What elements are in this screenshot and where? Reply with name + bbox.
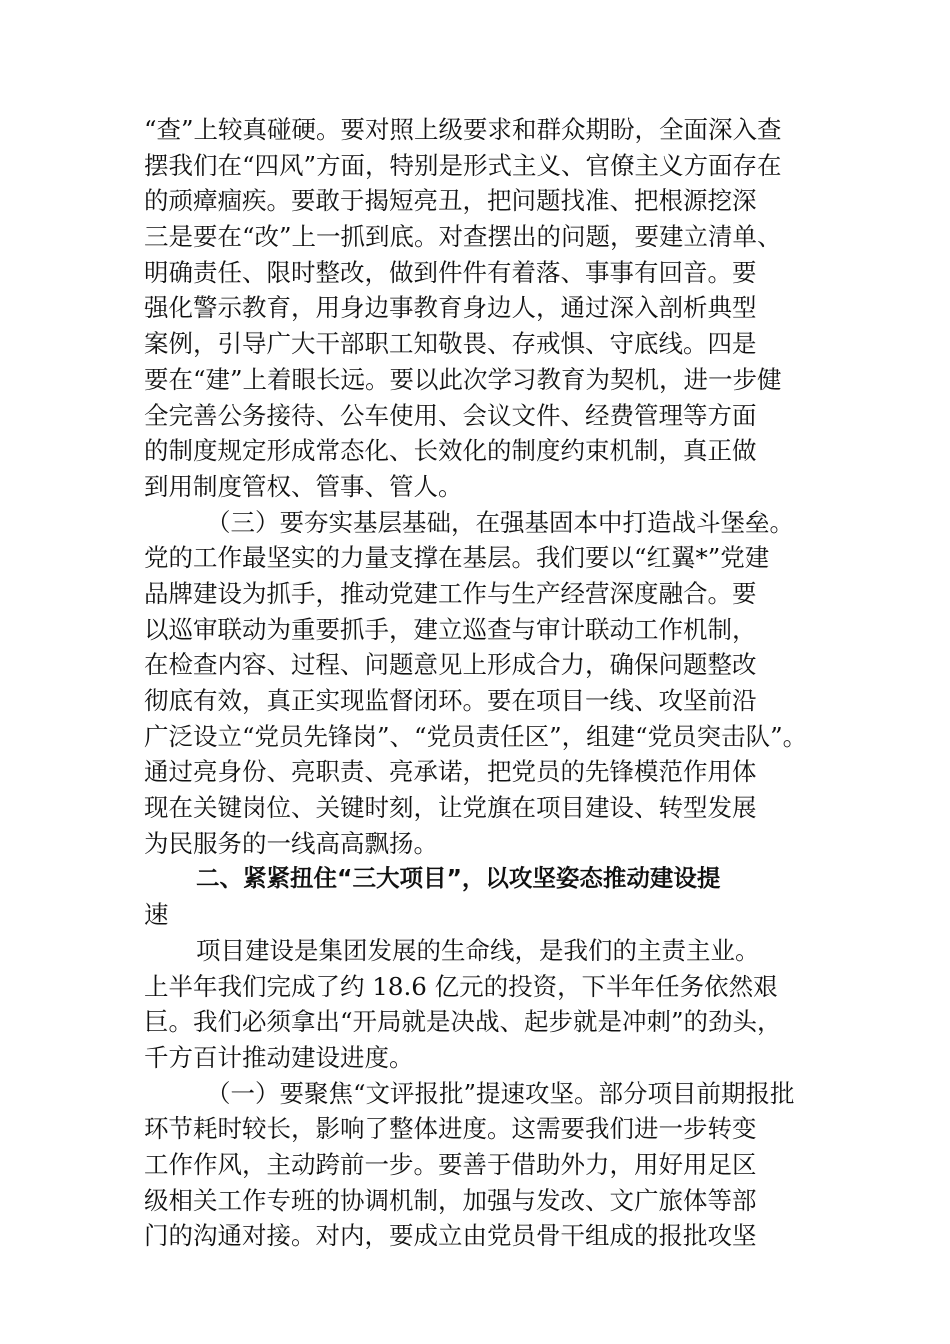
- body-text-line: 明确责任、限时整改，做到件件有着落、事事有回音。要: [144, 257, 757, 287]
- body-text-line: 案例，引导广大干部职工知敬畏、存戒惧、守底线。四是: [144, 329, 757, 359]
- body-text-line: 党的工作最坚实的力量支撑在基层。我们要以“红翼*”党建: [144, 543, 770, 573]
- section-heading-continuation: 速: [144, 900, 169, 930]
- body-text-line: 千方百计推动建设进度。: [144, 1042, 414, 1072]
- body-text-line: 要在“建”上着眼长远。要以此次学习教育为契机，进一步健: [144, 364, 782, 394]
- body-text-line: 到用制度管权、管事、管人。: [144, 471, 463, 501]
- body-text-line: 巨。我们必须拿出“开局就是决战、起步就是冲刺”的劲头，: [144, 1007, 782, 1037]
- section-heading: 二、紧紧扭住“三大项目”，以攻坚姿态推动建设提: [196, 864, 721, 893]
- body-text-line: 的制度规定形成常态化、长效化的制度约束机制，真正做: [144, 436, 757, 466]
- body-text-line: 工作作风，主动跨前一步。要善于借助外力，用好用足区: [144, 1149, 757, 1179]
- body-text-line: 现在关键岗位、关键时刻，让党旗在项目建设、转型发展: [144, 793, 757, 823]
- body-text-line: 三是要在“改”上一抓到底。对查摆出的问题，要建立清单、: [144, 222, 782, 252]
- body-text-line: 级相关工作专班的协调机制，加强与发改、文广旅体等部: [144, 1185, 757, 1215]
- document-page: [144, 112, 808, 1254]
- paragraph-first-line: 项目建设是集团发展的生命线，是我们的主责主业。: [196, 935, 760, 965]
- body-text-line: 为民服务的一线高高飘扬。: [144, 828, 438, 858]
- body-text-line: 通过亮身份、亮职责、亮承诺，把党员的先锋模范作用体: [144, 757, 757, 787]
- subsection-heading: （一）要聚焦“文评报批”提速攻坚。部分项目前期报批: [206, 1078, 795, 1108]
- body-text-line: 品牌建设为抓手，推动党建工作与生产经营深度融合。要: [144, 578, 757, 608]
- body-text-line: “查”上较真碰硬。要对照上级要求和群众期盼，全面深入查: [144, 115, 782, 144]
- body-text-line: 的顽瘴痼疾。要敢于揭短亮丑，把问题找准、把根源挖深: [144, 186, 757, 216]
- body-text-line: 彻底有效，真正实现监督闭环。要在项目一线、攻坚前沿: [144, 686, 757, 715]
- body-text-line: 以巡审联动为重要抓手，建立巡查与审计联动工作机制，: [144, 614, 757, 644]
- body-text-line: 上半年我们完成了约 18.6 亿元的投资，下半年任务依然艰: [144, 971, 778, 1001]
- body-text-line: 广泛设立“党员先锋岗”、“党员责任区”，组建“党员突击队”。: [144, 721, 808, 751]
- body-text-line: 门的沟通对接。对内，要成立由党员骨干组成的报批攻坚: [144, 1221, 757, 1251]
- body-text-line: 强化警示教育，用身边事教育身边人，通过深入剖析典型: [144, 293, 757, 323]
- body-text-line: 环节耗时较长，影响了整体进度。这需要我们进一步转变: [144, 1114, 757, 1144]
- subsection-heading: （三）要夯实基层基础，在强基固本中打造战斗堡垒。: [206, 507, 794, 537]
- body-text-line: 全完善公务接待、公车使用、会议文件、经费管理等方面: [144, 400, 757, 430]
- body-text-line: 在检查内容、过程、问题意见上形成合力，确保问题整改: [144, 650, 757, 680]
- body-text-line: 摆我们在“四风”方面，特别是形式主义、官僚主义方面存在: [144, 150, 782, 180]
